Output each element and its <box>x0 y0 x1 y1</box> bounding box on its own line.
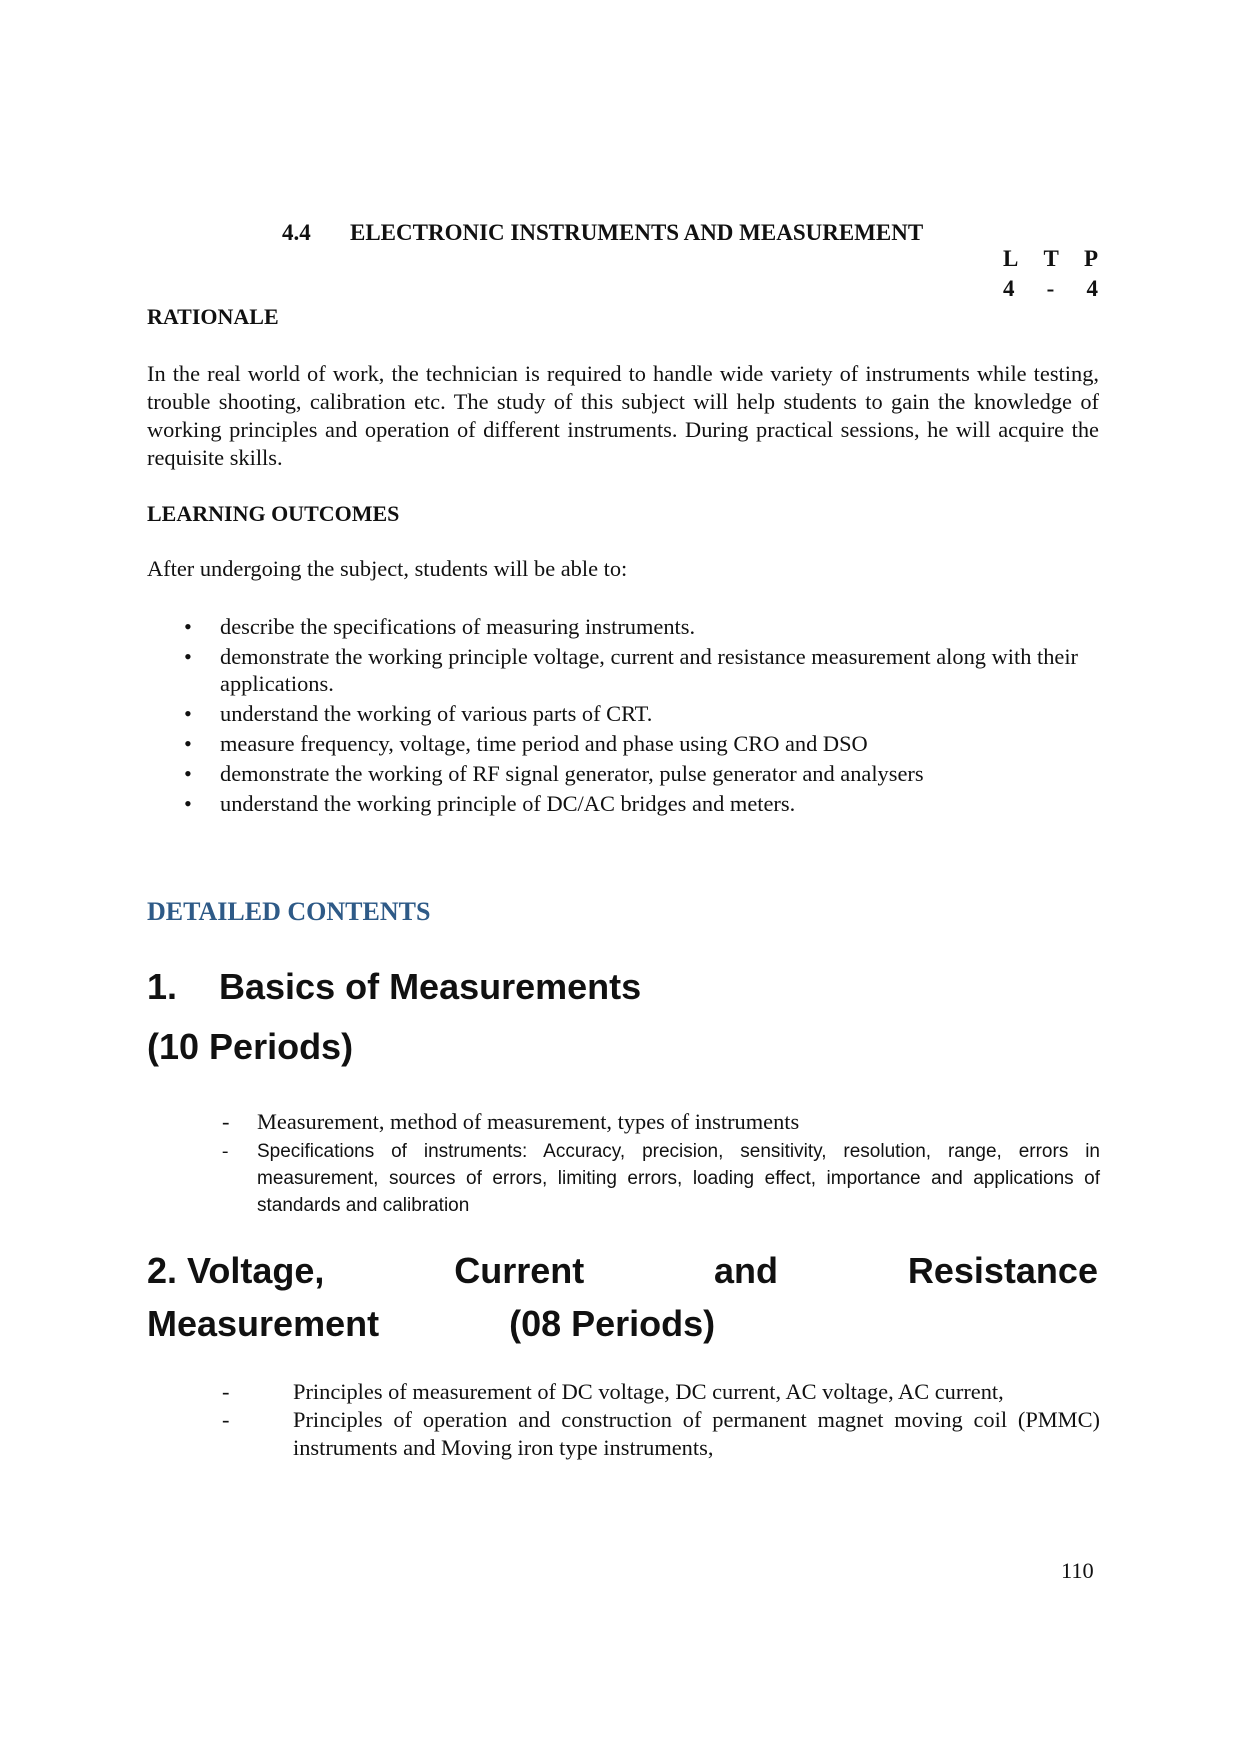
unit2-title-line2 <box>147 1303 715 1345</box>
unit2-topics-list <box>222 1378 1100 1462</box>
unit2-title-line1 <box>147 1250 1098 1292</box>
list-item <box>222 1108 1100 1136</box>
dash-icon: - <box>222 1109 230 1134</box>
outcome-text: demonstrate the working of RF signal generator, pulse generator and analysers <box>220 760 924 786</box>
outcome-text: describe the specifications of measuring instruments. <box>220 614 696 639</box>
dash-icon: - <box>222 1379 230 1404</box>
outcome-text: measure frequency, voltage, time period and phase using CRO and DSO <box>220 730 868 756</box>
bullet-icon: • <box>184 644 192 669</box>
unit1-number: 1. <box>147 966 178 1007</box>
list-item <box>222 1138 1100 1219</box>
ltp-value-t: - <box>1046 276 1055 301</box>
rationale-heading: RATIONALE <box>147 304 279 329</box>
list-item <box>180 731 1080 758</box>
unit2-title-continued: Measurement <box>147 1303 380 1344</box>
unit1-topics-list <box>222 1108 1100 1219</box>
bullet-icon: • <box>184 790 192 816</box>
bullet-icon: • <box>184 614 192 639</box>
dash-icon: - <box>222 1141 229 1162</box>
dash-icon: - <box>222 1407 230 1432</box>
ltp-header-l: L <box>1003 246 1019 271</box>
outcome-text: understand the working of various parts of CRT. <box>220 700 653 726</box>
list-item <box>180 614 1080 641</box>
unit1-title <box>147 966 641 1008</box>
unit2-title-word: 2. Voltage, <box>147 1250 325 1291</box>
bullet-icon: • <box>184 700 192 726</box>
learning-outcomes-heading: LEARNING OUTCOMES <box>147 501 400 526</box>
course-title <box>282 220 923 246</box>
ltp-value-l: 4 <box>1003 276 1015 301</box>
learning-outcomes-intro: After undergoing the subject, students will be able to: <box>147 556 628 581</box>
ltp-values-row <box>1003 276 1098 306</box>
list-item <box>180 644 1080 697</box>
outcome-text: demonstrate the working principle voltage, current and resistance measurement along with their applications. <box>220 644 1079 696</box>
unit2-title-word: Current <box>454 1250 585 1291</box>
topic-text: Specifications of instruments: Accuracy, precision, sensitivity, resolution, range, errors in measurement, sources of errors, limiting errors, loading effect, importance and applications of standards and calibration <box>257 1141 1100 1216</box>
unit1-name: Basics of Measurements <box>219 966 642 1007</box>
detailed-contents-heading: DETAILED CONTENTS <box>147 897 431 926</box>
ltp-table <box>1003 246 1098 306</box>
list-item <box>180 701 1080 728</box>
list-item <box>222 1406 1100 1462</box>
outcome-text: understand the working principle of DC/AC bridges and meters. <box>220 790 796 816</box>
list-item <box>180 761 1080 788</box>
course-number: 4.4 <box>282 220 311 245</box>
unit2-title-word: and <box>714 1250 779 1291</box>
ltp-header-row <box>1003 246 1098 276</box>
rationale-text: In the real world of work, the technician is required to handle wide variety of instruments while testing, trouble shooting, calibration etc. The study of this subject will help students to gain the knowledge of working principles and operation of different instruments. During practical sessions, he will acquire the requisite skills. <box>147 361 1099 470</box>
ltp-header-p: P <box>1083 246 1098 271</box>
list-item <box>180 791 1080 818</box>
learning-outcomes-list <box>180 614 1080 821</box>
list-item <box>222 1378 1100 1406</box>
topic-text: Measurement, method of measurement, types of instruments <box>257 1109 800 1134</box>
ltp-value-p: 4 <box>1086 276 1098 301</box>
topic-text: Principles of operation and construction of permanent magnet moving coil (PMMC) instruments and Moving iron type instruments, <box>293 1407 1100 1460</box>
topic-text: Principles of measurement of DC voltage, DC current, AC voltage, AC current, <box>293 1379 1004 1404</box>
unit1-periods: (10 Periods) <box>147 1026 354 1067</box>
course-name: ELECTRONIC INSTRUMENTS AND MEASUREMENT <box>350 220 924 245</box>
unit2-periods: (08 Periods) <box>509 1303 716 1344</box>
page-number: 110 <box>1061 1558 1094 1583</box>
ltp-header-t: T <box>1043 246 1059 271</box>
unit2-title-word: Resistance <box>907 1250 1098 1291</box>
bullet-icon: • <box>184 760 192 786</box>
bullet-icon: • <box>184 730 192 756</box>
